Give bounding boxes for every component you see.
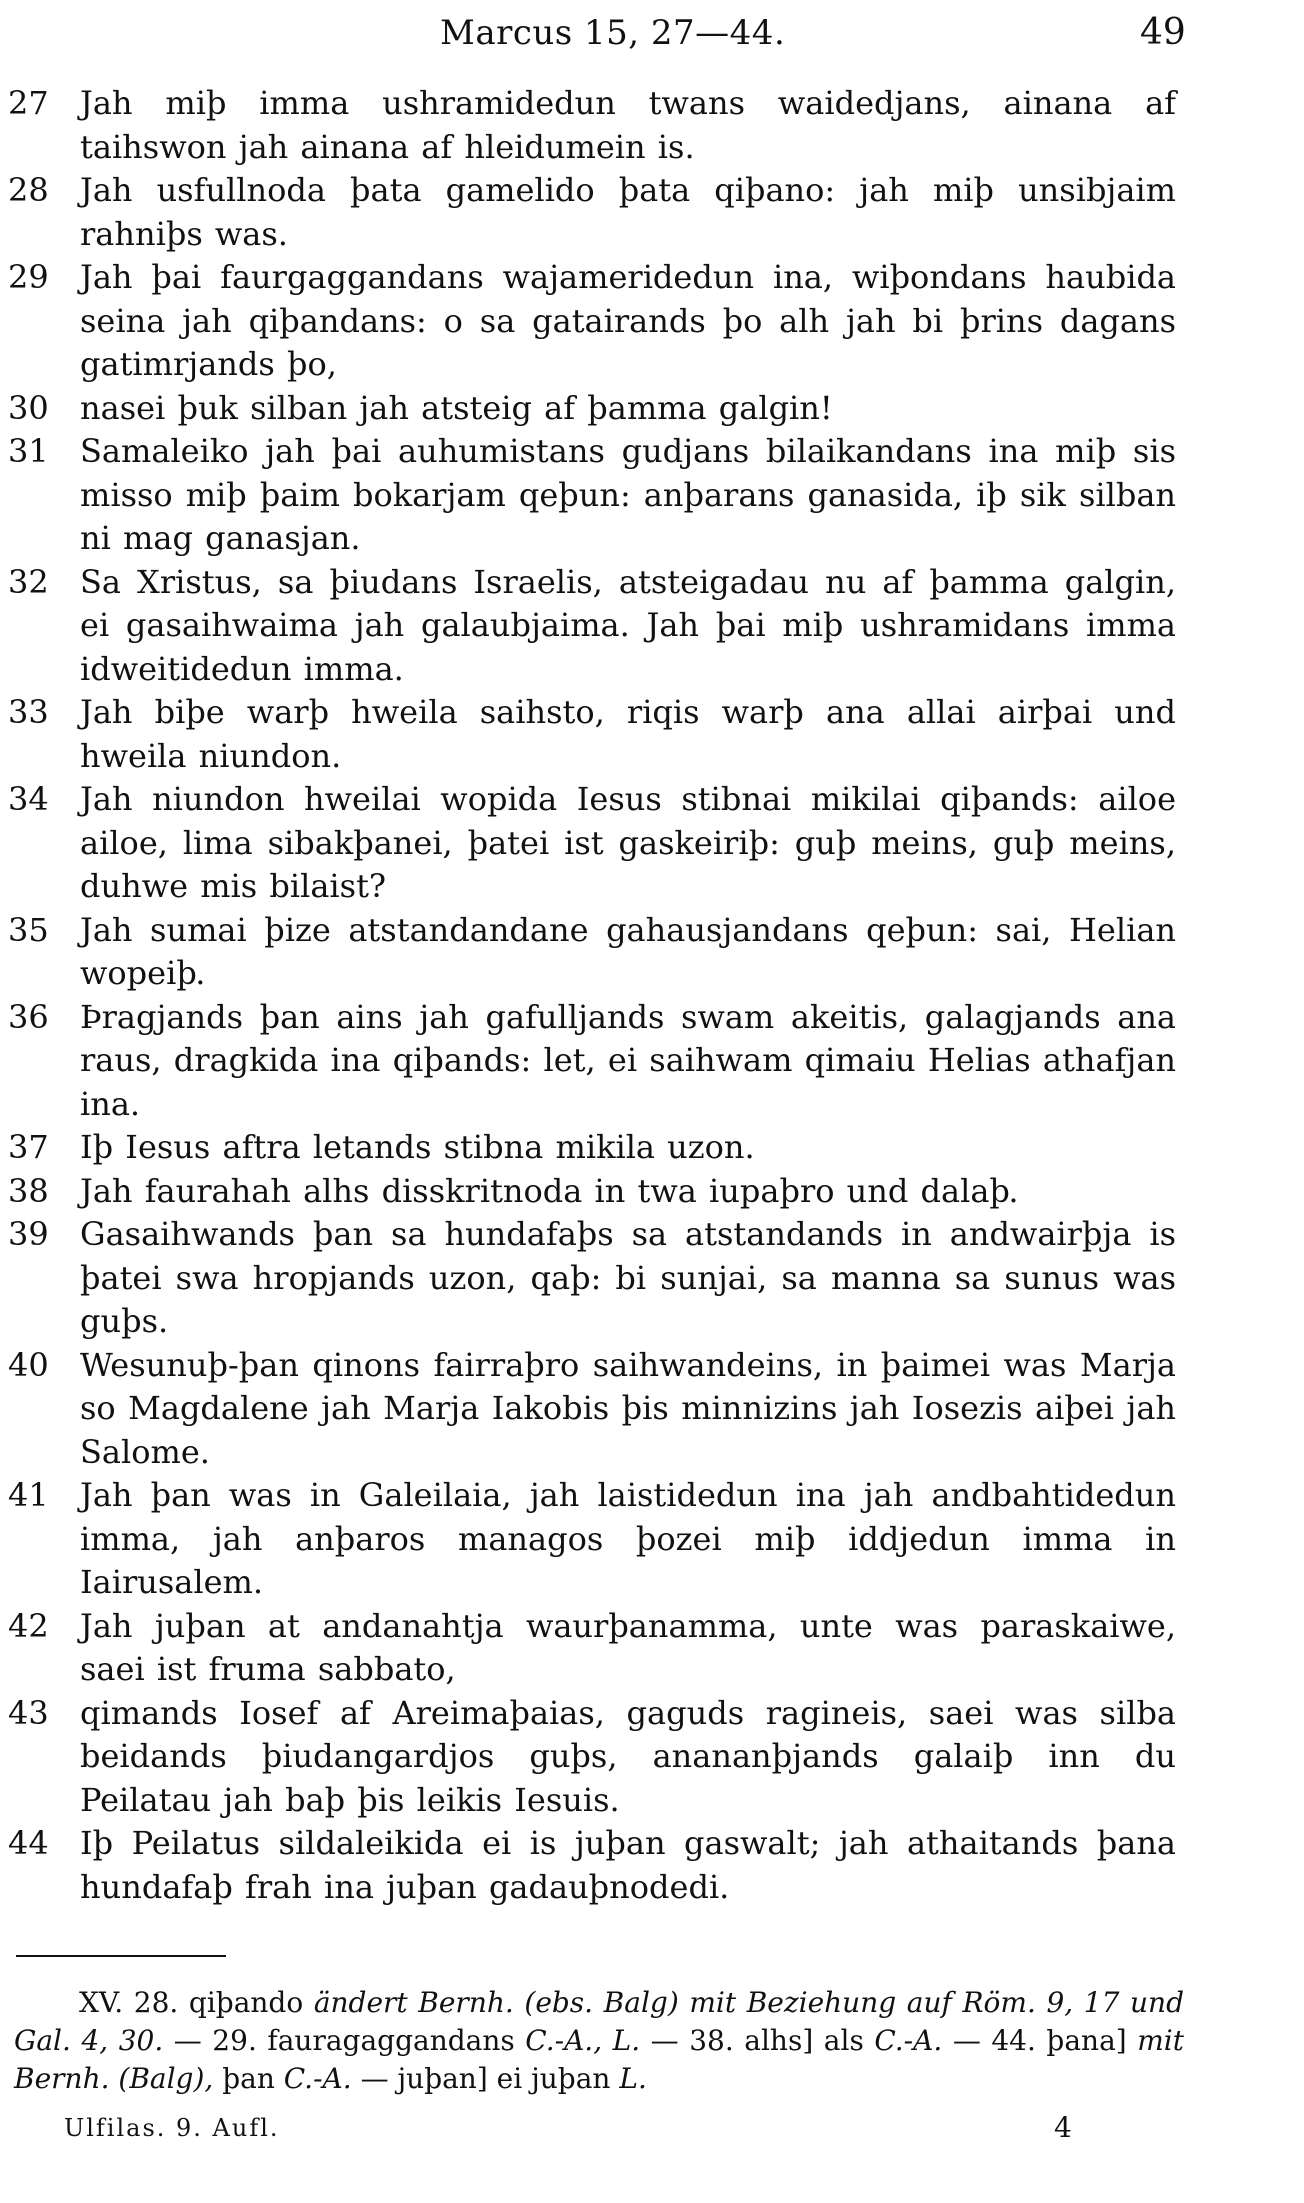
verse-number: 38 [8,1171,49,1210]
verse-number: 34 [8,780,49,818]
verse [8,430,1188,561]
verse-number: 41 [8,1476,49,1514]
verse-text: nasei þuk silban jah atsteig af þamma galgin! [80,388,833,427]
verse [8,82,1188,169]
signature-mark: Ulfilas. 9. Aufl. [64,2114,280,2142]
verse-number: 31 [8,432,49,470]
footnote-part: — 29. fauragaggandans [163,2024,526,2057]
footnote-part: þan [213,2062,284,2095]
footnote-separator [16,1955,226,1957]
verse-list [8,82,1188,1909]
verse [8,1605,1188,1692]
verse [8,1344,1188,1475]
page-header [0,8,1304,58]
verse-number: 28 [8,171,49,209]
sheet-number: 4 [1054,2111,1072,2144]
verse-text: Iþ Peilatus sildaleikida ei is juþan gaswalt; jah athaitands þana hundafaþ frah ina juþan gadauþnodedi. [80,1824,1176,1906]
footnote-part: C.-A., L. [525,2024,641,2057]
footnote-part: — 44. þana] [942,2024,1138,2057]
verse [8,778,1188,909]
verse [8,1474,1188,1605]
footnote-part: C.-A. [283,2062,352,2095]
footnote-part: C.-A. [874,2024,943,2057]
verse-text: Jah niundon hweilai wopida Iesus stibnai mikilai qiþands: ailoe ailoe, lima sibakþanei, þatei ist gaskeiriþ: guþ meins, guþ meins, duhwe mis bilaist? [80,780,1176,905]
verse-number: 35 [8,910,49,949]
verse-number: 30 [8,388,49,427]
verse [8,1692,1188,1823]
verse-number: 32 [8,562,49,601]
footnote-part: XV. 28. qiþando [79,1986,314,2019]
verse-text: Samaleiko jah þai auhumistans gudjans bilaikandans ina miþ sis misso miþ þaim bokarjam qeþun: anþarans ganasida, iþ sik silban ni mag ganasjan. [80,432,1176,557]
verse [8,996,1188,1127]
verse [8,1822,1188,1909]
verse [8,169,1188,256]
verse-text: Gasaihwands þan sa hundafaþs sa atstandands in andwairþja is þatei swa hropjands uzon, qaþ: bi sunjai, sa manna sa sunus was guþs. [80,1215,1176,1340]
footnote-part: — 38. alhs] als [640,2024,875,2057]
verse-number: 29 [8,258,49,296]
footnote-part: L. [619,2062,647,2095]
verse [8,256,1188,387]
footnote-part: — juþan] ei juþan [351,2062,620,2095]
verse [8,387,1188,431]
verse-number: 36 [8,997,49,1036]
footnote-part: mit Bernh. (Balg), [14,2024,1184,2095]
verse-text: Iþ Iesus aftra letands stibna mikila uzon. [80,1128,755,1166]
verse-number: 40 [8,1345,49,1384]
verse-number: 27 [8,84,49,122]
running-head: Marcus 15, 27—44. [440,13,786,53]
verse [8,691,1188,778]
page-number: 49 [1140,12,1186,53]
page-footer [14,2108,1184,2148]
verse-number: 44 [8,1824,49,1862]
verse [8,561,1188,692]
verse-text: Jah miþ imma ushramidedun twans waidedjans, ainana af taihswon jah ainana af hleidumein is. [80,84,1176,166]
verse-number: 42 [8,1606,49,1645]
verse [8,909,1188,996]
verse-number: 37 [8,1128,49,1166]
footnote-part: ändert Bernh. (ebs. Balg) mit Beziehung auf Röm. 9, 17 und Gal. 4, 30. [14,1986,1185,2057]
verse-text: Wesunuþ-þan qinons fairraþro saihwandeins, in þaimei was Marja so Magdalene jah Marja Iakobis þis minnizins jah Iosezis aiþei jah Salome. [80,1345,1176,1471]
verse-text: Þragjands þan ains jah gafulljands swam akeitis, galagjands ana raus, dragkida ina qiþands: let, ei saihwam qimaiu Helias athafjan ina. [80,997,1176,1123]
verse-text: qimands Iosef af Areimaþaias, gaguds ragineis, saei was silba beidands þiudangardjos guþs, anananþjands galaiþ inn du Peilatau jah baþ þis leikis Iesuis. [80,1693,1176,1819]
verse-text: Jah biþe warþ hweila saihsto, riqis warþ ana allai airþai und hweila niundon. [80,693,1176,775]
verse-text: Jah juþan at andanahtja waurþanamma, unte was paraskaiwe, saei ist fruma sabbato, [80,1606,1176,1688]
verse-text: Sa Xristus, sa þiudans Israelis, atsteigadau nu af þamma galgin, ei gasaihwaima jah galaubjaima. Jah þai miþ ushramidans imma idweitidedun imma. [80,562,1176,688]
verse [8,1170,1188,1214]
verse-text: Jah faurahah alhs disskritnoda in twa iupaþro und dalaþ. [80,1171,1019,1210]
verse-number: 43 [8,1693,49,1732]
verse-text: Jah usfullnoda þata gamelido þata qiþano: jah miþ unsibjaim rahniþs was. [80,171,1176,253]
verse-number: 39 [8,1215,49,1253]
verse-text: Jah þai faurgaggandans wajameridedun ina, wiþondans haubida seina jah qiþandans: o sa gatairands þo alh jah bi þrins dagans gatimrjands þo, [80,258,1176,383]
verse [8,1126,1188,1170]
verse-text: Jah sumai þize atstandandane gahausjandans qeþun: sai, Helian wopeiþ. [80,910,1176,992]
verse-number: 33 [8,693,49,731]
verse [8,1213,1188,1344]
footnote [14,1984,1184,2098]
verse-text: Jah þan was in Galeilaia, jah laistidedun ina jah andbahtidedun imma, jah anþaros managos þozei miþ iddjedun imma in Iairusalem. [80,1476,1176,1601]
